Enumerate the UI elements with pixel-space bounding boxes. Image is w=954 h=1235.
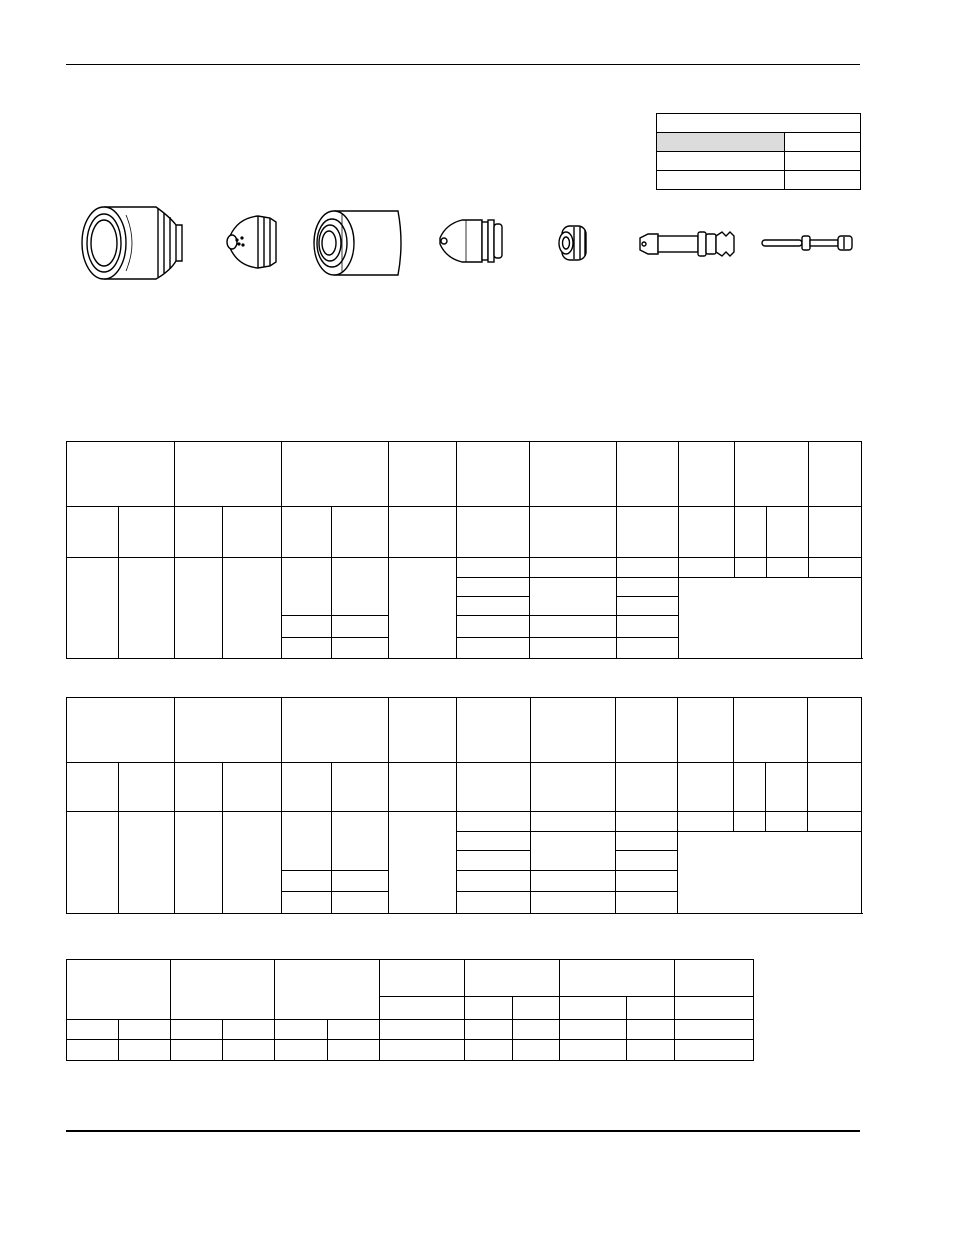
shield-icon	[78, 203, 190, 283]
data-cell	[171, 1040, 223, 1061]
table-2	[66, 697, 862, 914]
data-cell	[380, 1040, 465, 1061]
data-cell	[282, 871, 332, 892]
nozzle-icon	[438, 216, 506, 266]
subheader-cell	[332, 763, 389, 812]
table-row	[67, 558, 862, 578]
table-row	[67, 1040, 754, 1061]
subheader-cell	[389, 507, 457, 558]
table-1	[66, 441, 862, 659]
subheader-cell	[674, 997, 753, 1020]
subheader-cell	[679, 507, 735, 558]
header-cell	[617, 442, 679, 507]
legend-row	[657, 171, 861, 190]
data-cell	[457, 597, 530, 616]
legend-cell	[657, 152, 785, 171]
subheader-cell	[616, 763, 678, 812]
data-cell	[457, 616, 530, 638]
data-cell	[809, 558, 862, 578]
subheader-cell	[175, 763, 223, 812]
data-cell	[119, 1040, 171, 1061]
footer-rule	[66, 1130, 860, 1132]
table-row	[67, 960, 754, 997]
data-cell	[465, 1040, 512, 1061]
legend-cell	[785, 171, 861, 190]
data-cell	[616, 812, 678, 832]
header-cell	[457, 698, 531, 763]
legend-cell	[785, 152, 861, 171]
header-cell	[389, 698, 457, 763]
data-cell	[282, 638, 332, 659]
data-cell	[766, 812, 808, 832]
subheader-cell	[175, 507, 223, 558]
subheader-cell	[626, 997, 674, 1020]
subheader-cell	[223, 507, 282, 558]
data-cell	[616, 851, 678, 871]
data-cell	[457, 558, 530, 578]
swirl-ring-icon	[556, 224, 592, 262]
data-cell	[678, 812, 734, 832]
subheader-cell	[282, 763, 332, 812]
subheader-cell	[617, 507, 679, 558]
header-cell	[735, 442, 809, 507]
data-cell	[530, 578, 617, 616]
data-cell	[457, 851, 531, 871]
data-cell	[530, 638, 617, 659]
header-cell	[808, 698, 862, 763]
data-cell	[389, 812, 457, 914]
header-cell	[380, 960, 465, 997]
header-cell	[530, 442, 617, 507]
header-cell	[531, 698, 616, 763]
subheader-cell	[735, 507, 767, 558]
subheader-cell	[332, 507, 389, 558]
legend-table	[656, 113, 861, 190]
header-cell	[678, 698, 734, 763]
data-cell	[808, 812, 862, 832]
legend-shaded-cell	[657, 133, 785, 152]
subheader-cell	[457, 763, 531, 812]
header-cell	[389, 442, 457, 507]
data-cell	[223, 558, 282, 659]
table-row	[67, 763, 862, 812]
data-cell	[559, 1040, 626, 1061]
data-cell	[67, 1020, 119, 1040]
data-cell	[282, 812, 332, 871]
data-cell	[380, 1020, 465, 1040]
data-cell	[282, 892, 332, 914]
data-cell	[457, 832, 531, 851]
data-cell	[282, 558, 332, 616]
header-cell	[674, 960, 753, 997]
header-cell	[67, 960, 171, 1020]
header-cell	[809, 442, 862, 507]
data-cell	[332, 871, 389, 892]
data-cell	[616, 871, 678, 892]
data-cell	[465, 1020, 512, 1040]
empty-block	[678, 832, 862, 914]
subheader-cell	[678, 763, 734, 812]
subheader-cell	[457, 507, 530, 558]
subheader-cell	[531, 763, 616, 812]
data-cell	[616, 892, 678, 914]
data-cell	[328, 1040, 380, 1061]
data-cell	[530, 616, 617, 638]
data-cell	[531, 832, 616, 871]
table-row	[67, 1020, 754, 1040]
subheader-cell	[530, 507, 617, 558]
data-cell	[175, 812, 223, 914]
data-cell	[332, 558, 389, 616]
header-rule	[66, 64, 860, 65]
header-cell	[559, 960, 674, 997]
data-cell	[457, 892, 531, 914]
data-cell	[328, 1020, 380, 1040]
data-cell	[767, 558, 809, 578]
subheader-cell	[465, 997, 512, 1020]
data-cell	[223, 812, 282, 914]
subheader-cell	[119, 763, 175, 812]
data-cell	[617, 578, 679, 597]
data-cell	[332, 892, 389, 914]
data-cell	[626, 1040, 674, 1061]
data-cell	[735, 558, 767, 578]
data-cell	[171, 1020, 223, 1040]
data-cell	[67, 1040, 119, 1061]
data-cell	[175, 558, 223, 659]
header-cell	[67, 442, 175, 507]
subheader-cell	[67, 763, 119, 812]
data-cell	[457, 638, 530, 659]
table-3	[66, 959, 754, 1061]
table-row	[67, 812, 862, 832]
data-cell	[512, 1040, 559, 1061]
data-cell	[617, 558, 679, 578]
header-cell	[679, 442, 735, 507]
data-cell	[275, 1020, 328, 1040]
data-cell	[616, 832, 678, 851]
data-cell	[531, 892, 616, 914]
data-cell	[119, 812, 175, 914]
legend-row	[657, 114, 861, 133]
data-cell	[67, 812, 119, 914]
header-cell	[275, 960, 380, 1020]
subheader-cell	[808, 763, 862, 812]
subheader-cell	[223, 763, 282, 812]
subheader-cell	[119, 507, 175, 558]
data-cell	[282, 616, 332, 638]
subheader-cell	[767, 507, 809, 558]
retaining-cap-icon	[308, 208, 406, 278]
data-cell	[734, 812, 766, 832]
subheader-cell	[559, 997, 626, 1020]
subheader-cell	[809, 507, 862, 558]
header-cell	[734, 698, 808, 763]
data-cell	[626, 1020, 674, 1040]
subheader-cell	[282, 507, 332, 558]
header-cell	[282, 698, 389, 763]
legend-cell	[657, 171, 785, 190]
legend-header-cell	[657, 114, 861, 133]
water-tube-icon	[760, 232, 856, 254]
data-cell	[679, 558, 735, 578]
data-cell	[559, 1020, 626, 1040]
data-cell	[223, 1020, 275, 1040]
header-cell	[282, 442, 389, 507]
data-cell	[617, 597, 679, 616]
data-cell	[275, 1040, 328, 1061]
subheader-cell	[512, 997, 559, 1020]
shield-cap-icon	[224, 214, 280, 270]
data-cell	[457, 812, 531, 832]
table-row	[67, 507, 862, 558]
data-cell	[119, 558, 175, 659]
data-cell	[674, 1020, 753, 1040]
data-cell	[389, 558, 457, 659]
electrode-icon	[636, 226, 742, 262]
legend-cell	[785, 133, 861, 152]
data-cell	[457, 871, 531, 892]
table-row	[67, 698, 862, 763]
data-cell	[457, 578, 530, 597]
data-cell	[332, 616, 389, 638]
data-cell	[332, 638, 389, 659]
data-cell	[531, 812, 616, 832]
legend-row	[657, 133, 861, 152]
table-row	[67, 442, 862, 507]
subheader-cell	[380, 997, 465, 1020]
data-cell	[531, 871, 616, 892]
subheader-cell	[766, 763, 808, 812]
legend-row	[657, 152, 861, 171]
subheader-cell	[389, 763, 457, 812]
data-cell	[67, 558, 119, 659]
data-cell	[674, 1040, 753, 1061]
data-cell	[119, 1020, 171, 1040]
header-cell	[171, 960, 275, 1020]
subheader-cell	[67, 507, 119, 558]
empty-block	[679, 578, 862, 659]
header-cell	[457, 442, 530, 507]
header-cell	[175, 698, 282, 763]
subheader-cell	[734, 763, 766, 812]
header-cell	[616, 698, 678, 763]
header-cell	[175, 442, 282, 507]
data-cell	[512, 1020, 559, 1040]
data-cell	[530, 558, 617, 578]
data-cell	[617, 638, 679, 659]
data-cell	[332, 812, 389, 871]
header-cell	[67, 698, 175, 763]
header-cell	[465, 960, 559, 997]
data-cell	[223, 1040, 275, 1061]
data-cell	[617, 616, 679, 638]
